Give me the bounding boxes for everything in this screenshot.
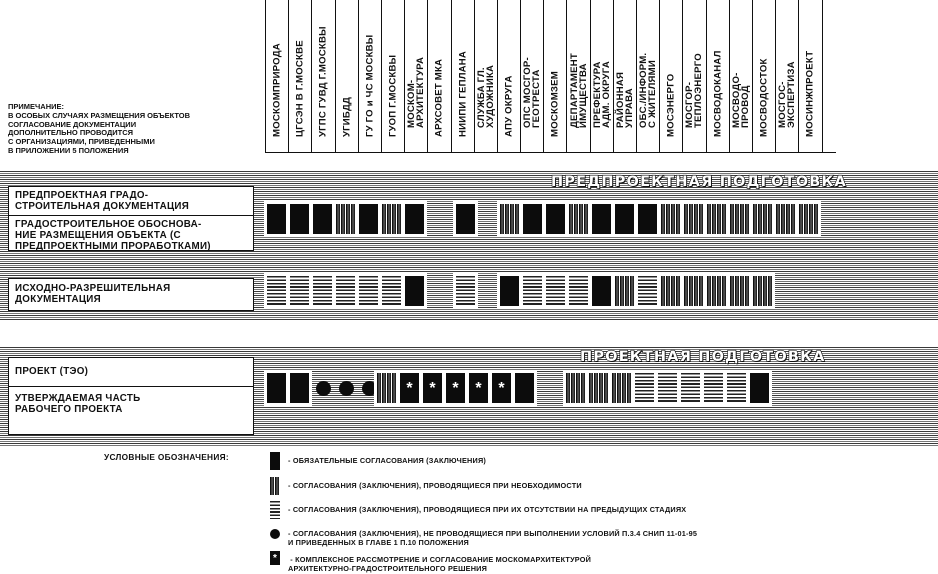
org-column-header (683, 0, 706, 152)
approval-cell-solid (267, 204, 286, 234)
org-column-label: СЛУЖБА ГЛ. ХУДОЖНИКА (475, 64, 496, 128)
org-column-label: УГИБДД (341, 96, 353, 137)
org-column-header (405, 0, 428, 152)
approval-cell-solid (638, 204, 657, 234)
approval-cell-horiz (658, 373, 677, 403)
approval-cell-group (264, 370, 312, 406)
legend-text: - СОГЛАСОВАНИЯ (ЗАКЛЮЧЕНИЯ), ПРОВОДЯЩИЕСЯ ПРИ НЕОБХОДИМОСТИ (288, 481, 582, 490)
org-column-label: МОСВОДО- ПРОВОД (730, 72, 751, 128)
org-column-header (660, 0, 683, 152)
approval-cell-dot (314, 373, 333, 403)
legend-text: - СОГЛАСОВАНИЯ (ЗАКЛЮЧЕНИЯ), НЕ ПРОВОДЯЩИЕСЯ ПРИ ВЫПОЛНЕНИИ УСЛОВИЙ П.3.4 СНИП 11-01-95 И ПРИВЕДЕННЫХ В ГЛАВЕ 1 П.10 ПОЛОЖЕНИЯ (288, 529, 698, 547)
approval-cell-vert (569, 204, 588, 234)
section-project-banner: ПРОЕКТНАЯ ПОДГОТОВКА (580, 349, 826, 365)
approval-cell-solid (313, 204, 332, 234)
legend-item (270, 525, 697, 547)
row-label-initial-permit-documentation: ИСХОДНО-РАЗРЕШИТЕЛЬНАЯ ДОКУМЕНТАЦИЯ (8, 278, 254, 311)
org-column-header (730, 0, 753, 152)
approval-cell-vert (336, 204, 355, 234)
org-column-header (289, 0, 312, 152)
legend-swatch-star-icon (270, 551, 280, 565)
approval-cell-vert (612, 373, 631, 403)
approval-cell-solid (267, 373, 286, 403)
approval-cell-horiz (704, 373, 723, 403)
org-column-header (776, 0, 799, 152)
approval-cell-group (563, 370, 772, 406)
org-column-label: ЦГСЭН В Г.МОСКВЕ (294, 40, 306, 137)
approval-cell-group (453, 201, 478, 237)
org-column-label: МОСКОМПРИРОДА (271, 43, 283, 137)
approval-cell-solid (456, 204, 475, 234)
approval-cell-vert (589, 373, 608, 403)
approval-cell-vert (776, 204, 795, 234)
org-column-label: ДЕПАРТАМЕНТ ИМУЩЕСТВА (568, 53, 589, 128)
approval-cell-horiz (523, 276, 542, 306)
approval-cell-solid (405, 204, 424, 234)
legend-item (270, 551, 591, 573)
approval-cell-horiz (638, 276, 657, 306)
approval-cell-vert (730, 276, 749, 306)
approval-cell-horiz (727, 373, 746, 403)
row-label-project (8, 357, 254, 435)
org-column-header (753, 0, 776, 152)
approval-cell-star (423, 373, 442, 403)
row-label-part: ПРОЕКТ (ТЭО) (15, 366, 89, 377)
approval-cell-horiz (359, 276, 378, 306)
org-column-label: ГУ ГО и ЧС МОСКВЫ (364, 34, 376, 137)
approval-cell-vert (684, 204, 703, 234)
approval-cell-horiz (456, 276, 475, 306)
org-column-label: МОСВОДОКАНАЛ (712, 50, 724, 137)
approval-cell-vert (730, 204, 749, 234)
approval-cell-group (264, 201, 427, 237)
approval-cell-solid (405, 276, 424, 306)
approval-cell-star (400, 373, 419, 403)
org-column-header (498, 0, 521, 152)
legend-title: УСЛОВНЫЕ ОБОЗНАЧЕНИЯ: (104, 452, 229, 462)
approval-cell-solid (515, 373, 534, 403)
approval-cell-group (497, 273, 775, 309)
legend-swatch-solid-icon (270, 452, 280, 470)
org-column-header (452, 0, 475, 152)
approval-cell-vert (566, 373, 585, 403)
star-icon: * (273, 553, 277, 564)
approval-cell-horiz (569, 276, 588, 306)
org-column-header (521, 0, 544, 152)
org-column-header (475, 0, 498, 152)
star-icon: * (429, 380, 436, 397)
approval-cell-vert (661, 204, 680, 234)
approval-cell-vert (799, 204, 818, 234)
star-icon: * (406, 380, 413, 397)
approval-cell-solid (290, 204, 309, 234)
approval-cell-horiz (635, 373, 654, 403)
organization-header (265, 0, 836, 153)
approval-cell-solid (523, 204, 542, 234)
star-icon: * (498, 380, 505, 397)
approval-cell-horiz (267, 276, 286, 306)
approval-cell-group (497, 201, 821, 237)
approval-cell-group (311, 370, 382, 406)
approval-cell-star (492, 373, 511, 403)
approval-cell-solid (290, 373, 309, 403)
org-column-header (567, 0, 590, 152)
approval-cell-vert (753, 204, 772, 234)
org-column-label: ОПС МОСГОР- ГЕОТРЕСТА (522, 57, 543, 128)
approval-cell-vert (684, 276, 703, 306)
approval-cell-vert (377, 373, 396, 403)
approval-cell-group (374, 370, 537, 406)
approval-cell-vert (661, 276, 680, 306)
org-column-label: МОСИНЖПРОЕКТ (804, 50, 816, 137)
org-column-header (359, 0, 382, 152)
legend-swatch-dot-icon (270, 529, 280, 539)
star-icon: * (475, 380, 482, 397)
org-column-header (614, 0, 637, 152)
approval-cell-dot (337, 373, 356, 403)
org-column-header (266, 0, 289, 152)
approval-cell-group (453, 273, 478, 309)
note-text: ПРИМЕЧАНИЕ: В ОСОБЫХ СЛУЧАЯХ РАЗМЕЩЕНИЯ ОБЪЕКТОВ СОГЛАСОВАНИЕ ДОКУМЕНТАЦИИ ДОПОЛНИТЕЛЬНО ПРОВОДИТСЯ С ОРГАНИЗАЦИЯМИ, ПРИВЕДЕННЫМИ В ПРИЛОЖЕНИИ 5 ПОЛОЖЕНИЯ (8, 102, 191, 155)
org-column-label: РАЙОННАЯ УПРАВА (614, 71, 635, 128)
row-label-part: ГРАДОСТРОИТЕЛЬНОЕ ОБОСНОВА- НИЕ РАЗМЕЩЕНИЯ ОБЪЕКТА (С ПРЕДПРОЕКТНЫМИ ПРОРАБОТКАМИ) (9, 215, 253, 255)
approval-cell-vert (500, 204, 519, 234)
org-column-label: АПУ ОКРУГА (503, 75, 515, 137)
approval-cell-star (469, 373, 488, 403)
approval-cell-star (446, 373, 465, 403)
org-column-header (799, 0, 822, 152)
org-column-label: МОСГОС- ЭКСПЕРТИЗА (777, 61, 798, 128)
approval-cell-solid (592, 276, 611, 306)
legend-text: - СОГЛАСОВАНИЯ (ЗАКЛЮЧЕНИЯ), ПРОВОДЯЩИЕСЯ ПРИ ИХ ОТСУТСТВИИ НА ПРЕДЫДУЩИХ СТАДИЯХ (288, 505, 687, 514)
org-column-header (336, 0, 359, 152)
legend-swatch-horiz-icon (270, 501, 280, 519)
approval-cell-solid (750, 373, 769, 403)
legend-item (270, 501, 686, 519)
org-column-label: МОСКОМЗЕМ (549, 71, 561, 137)
org-column-label: МОСГОР- ТЕПЛОЭНЕРГО (684, 53, 705, 128)
approval-cell-horiz (290, 276, 309, 306)
approval-cell-solid (359, 204, 378, 234)
approval-cell-solid (592, 204, 611, 234)
approval-cell-horiz (546, 276, 565, 306)
approval-cell-horiz (313, 276, 332, 306)
legend-swatch-vert-icon (270, 477, 280, 495)
org-column-label: УГПС ГУВД Г.МОСКВЫ (317, 26, 329, 137)
approval-cell-vert (707, 276, 726, 306)
star-icon: * (452, 380, 459, 397)
org-column-label: АРХСОВЕТ МКА (433, 58, 445, 137)
org-column-label: ГУОП Г.МОСКВЫ (387, 54, 399, 137)
approval-cell-vert (615, 276, 634, 306)
org-column-label: МОСЭНЕРГО (665, 73, 677, 137)
approval-cell-horiz (336, 276, 355, 306)
approval-cell-solid (615, 204, 634, 234)
legend-item (270, 477, 582, 495)
approval-cell-horiz (681, 373, 700, 403)
org-column-header (312, 0, 335, 152)
org-column-header (637, 0, 660, 152)
legend-text: - КОМПЛЕКСНОЕ РАССМОТРЕНИЕ И СОГЛАСОВАНИЕ МОСКОМАРХИТЕКТУРОЙ АРХИТЕКТУРНО-ГРАДОСТРОИТЕЛЬНОГО РЕШЕНИЯ (288, 555, 592, 573)
approval-cell-group (264, 273, 427, 309)
org-column-header (428, 0, 451, 152)
org-column-header (544, 0, 567, 152)
approval-cell-vert (707, 204, 726, 234)
org-column-label: МОСКОМ- АРХИТЕКТУРА (406, 56, 427, 128)
approval-cell-horiz (382, 276, 401, 306)
legend-text: - ОБЯЗАТЕЛЬНЫЕ СОГЛАСОВАНИЯ (ЗАКЛЮЧЕНИЯ) (288, 456, 487, 465)
approval-cell-vert (753, 276, 772, 306)
org-column-label: МОСВОДОСТОК (758, 58, 770, 137)
org-column-label: ОБС./ИНФОРМ. С ЖИТЕЛЯМИ (638, 52, 659, 128)
org-column-label: ПРЕФЕКТУРА АДМ. ОКРУГА (591, 61, 612, 128)
org-column-header (591, 0, 614, 152)
row-label-part: ПРЕДПРОЕКТНАЯ ГРАДО- СТРОИТЕЛЬНАЯ ДОКУМЕНТАЦИЯ (15, 190, 190, 212)
approval-cell-solid (546, 204, 565, 234)
org-column-label: НИИПИ ГЕПЛАНА (457, 50, 469, 137)
org-column-header (707, 0, 730, 152)
org-column-header (382, 0, 405, 152)
legend-item (270, 452, 486, 470)
row-label-preproject-documentation (8, 186, 254, 251)
row-label-part: УТВЕРЖДАЕМАЯ ЧАСТЬ РАБОЧЕГО ПРОЕКТА (9, 386, 253, 421)
section-preproject-banner: ПРЕДПРОЕКТНАЯ ПОДГОТОВКА (551, 174, 847, 190)
approval-cell-vert (382, 204, 401, 234)
approval-cell-solid (500, 276, 519, 306)
